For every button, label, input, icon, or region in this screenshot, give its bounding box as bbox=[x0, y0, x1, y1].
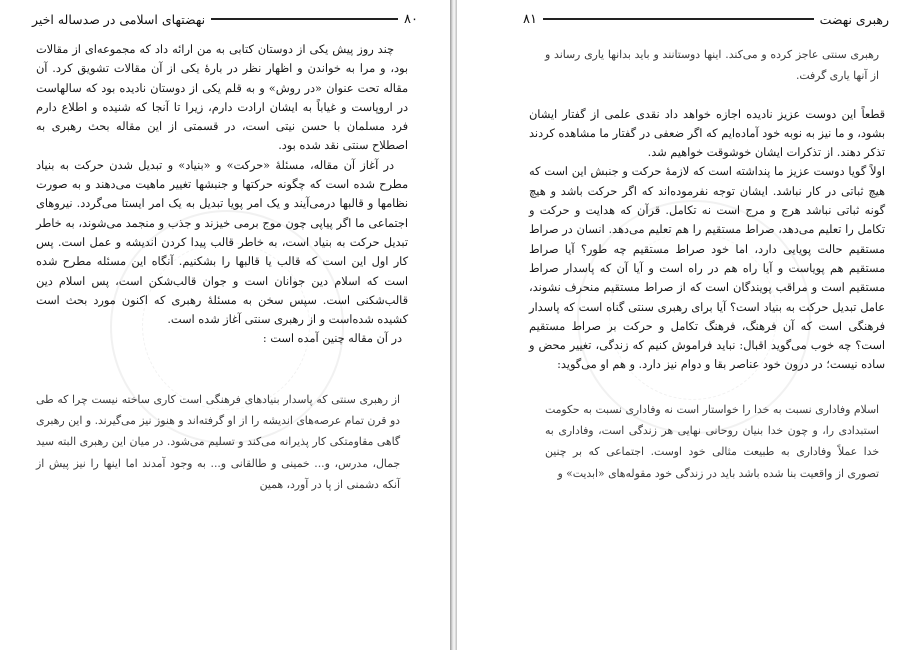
left-page-header bbox=[32, 9, 418, 29]
paragraph: قطعاً این دوست عزیز نادیده اجازه خواهد داد نقدی علمی از گفتار ایشان بشود، و ما نیز به نوبه خود آماده‌ایم که اگر ضعفی در گفتار ما مشاهده کردند تذکر دهند. از تذکرات ایشان خوشوقت خواهیم شد. bbox=[529, 107, 885, 160]
right-page bbox=[457, 0, 919, 650]
left-page bbox=[0, 0, 450, 650]
right-page-header bbox=[523, 9, 889, 29]
right-header-title: رهبری نهضت bbox=[819, 11, 889, 27]
paragraph: چند روز پیش یکی از دوستان کتابی به من ارائه داد که مجموعه‌ای از مقالات بود، و مرا به خواندن و اظهار نظر در بارهٔ یکی از آن مقالات تشویق کرد. آن مقاله تحت عنوان «در روش» و به قلم یکی از دوستان نادیده بود که سالهاست در اروپاست و غیاباً به ایشان ارادت دارم، زیرا تا آنجا که شنیده و اطلاع دارم فرد مسلمان با حسن نیتی است، در قسمتی از این مقاله بحث رهبری به اصطلاح سنتی نقد شده بود. bbox=[36, 43, 408, 153]
quote-intro: در آن مقاله چنین آمده است : bbox=[262, 332, 402, 346]
paragraph: اولاً گویا دوست عزیز ما پنداشته است که لازمهٔ حرکت و جنبش این است که هیچ ثباتی در کار نباشد. ایشان توجه نفرموده‌اند که اگر حرکت باشد و هیچ گونه ثباتی نباشد هرج و مرج است نه تکامل. قرآن که هدایت و حرکت و تکامل را تعلیم می‌دهد، صراط مستقیم را هم تعلیم می‌دهد. انسان در صراط مستقیم حالت پویایی دارد، اما خود صراط مستقیم چه طور؟ آیا صراط مستقیم هم پویاست و آیا راه هم در راه است و آیا آن که پاسدار صراط مستقیم است و مراقب پویندگان است که از صراط مستقیم منحرف نشوند، عامل تبدیل حرکت به بنیاد است؟ آیا برای رهبری سنتی گناه است که پاسدار فرهنگی است که آن فرهنگ، فرهنگ تکامل و حرکت بر صراط مستقیم است؟ چه خوب می‌گوید اقبال: نباید فراموش کنیم که زندگی، تغییر محض و ساده نیست؛ در درون خود عناصر بقا و دوام نیز دارد. و هم او می‌گوید: bbox=[529, 165, 885, 372]
left-page-body bbox=[36, 40, 408, 495]
block-quote: اسلام وفاداری نسبت به خدا را خواستار است نه وفاداری نسبت به حکومت استبدادی را، و چون خدا بنیان روحانی نهایی هر زندگی است، وفاداری به خدا عملاً وفاداری به طبیعت مثالی خود اوست. اجتماعی که بر چنین تصوری از واقعیت بنا شده باشد باید در زندگی خود مقوله‌های «ابدیت» و bbox=[545, 402, 879, 480]
block-quote-continued: رهبری سنتی عاجز کرده و می‌کند. اینها دوستانند و باید بدانها یاری رساند و از آنها یاری گرفت. bbox=[545, 48, 879, 83]
block-quote: از رهبری سنتی که پاسدار بنیادهای فرهنگی است کاری ساخته نیست چرا که طی دو قرن تمام عرصه‌های اندیشه را از او گرفته‌اند و هنوز نیز می‌گیرند. و این رهبری گاهی مقاومتکی کار پذیرانه می‌کند و تسلیم می‌شود. در میان این رهبری البته سید جمال، مدرس، و... خمینی و طالقانی و... به وجود آمدند اما اینها را نیز پیش از آنکه دشمنی از پا در آورد، همین bbox=[36, 392, 400, 491]
right-page-number: ۸۱ bbox=[523, 11, 537, 27]
book-gutter bbox=[450, 0, 457, 650]
paragraph: در آغاز آن مقاله، مسئلهٔ «حرکت» و «بنیاد» و تبدیل شدن حرکت به بنیاد مطرح شده است که چگونه حرکتها و جنبشها تغییر ماهیت می‌دهند و به صورت نظامها و قالبها درمی‌آیند و یک امر پویا تبدیل به یک امر ایستا می‌گردد. نیروهای اجتماعی ما اگر پیاپی چون موج برمی خیزند و جذب و منجمد می‌شوند، به خاطر تبدیل حرکت به بنیاد است، به خاطر قالب پیدا کردن اندیشه و عمل است. پس کار اول این است که قالب یا قالبها را بشکنیم. آنگاه این مسئله مطرح شده است که اسلام دین جوانان است و جوان قالب‌شکن است، پس اسلام دین قالب‌شکنی است. سپس سخن به مسئلهٔ رهبری که اکنون مورد بحث است کشیده شده‌است و از رهبری سنتی آغاز شده است. bbox=[36, 158, 408, 327]
header-rule bbox=[543, 18, 814, 20]
left-page-number: ۸۰ bbox=[404, 11, 418, 27]
header-rule bbox=[211, 18, 398, 20]
right-page-body bbox=[529, 44, 885, 484]
left-header-title: نهضتهای اسلامی در صدساله اخیر bbox=[32, 11, 206, 27]
